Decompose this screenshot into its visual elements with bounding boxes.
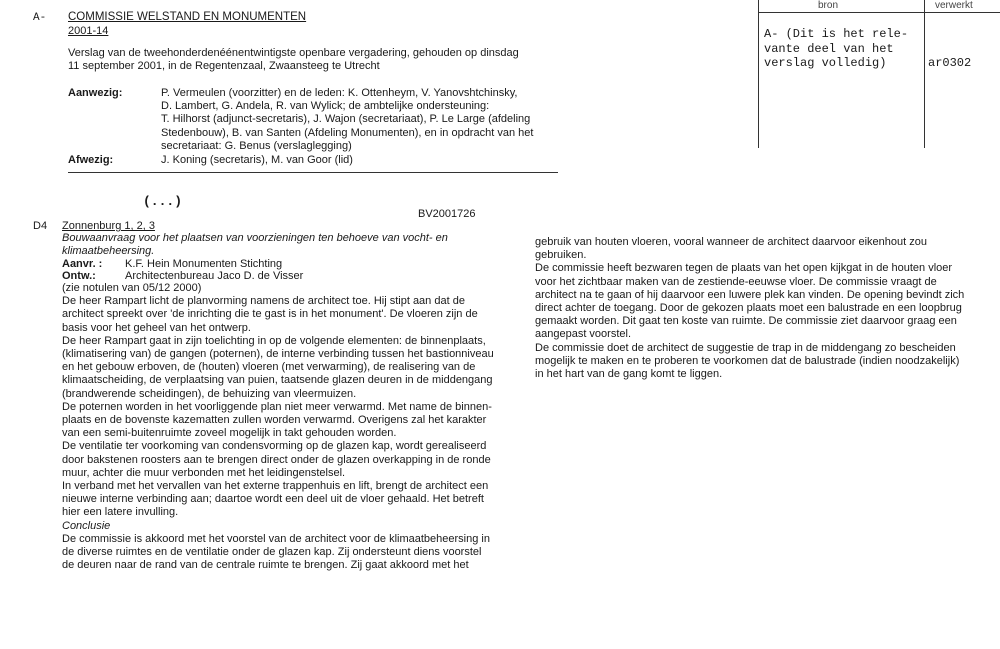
body-line: basis voor het geheel van het ontwerp. xyxy=(62,321,251,334)
present-line: D. Lambert, G. Andela, R. van Wylick; de ambtelijke ondersteuning: xyxy=(161,100,490,113)
body-line: voor het zichtbaar maken van de zestiende-eeuwse vloer. De commissie vraagt de xyxy=(535,275,937,288)
right-column-body xyxy=(535,236,964,381)
body-line: De heer Rampart licht de planvorming namens de architect toe. Hij stipt aan dat de xyxy=(62,295,465,308)
present-line: P. Vermeulen (voorzitter) en de leden: K. Ottenheym, V. Yanovshtchinsky, xyxy=(161,87,518,99)
applicant-label: Aanvr. : xyxy=(62,258,103,270)
item-code: D4 xyxy=(33,220,48,232)
conclusion-line: de diverse ruimtes en de ventilatie onder de glazen kap. Zij ondersteunt diens voorstel xyxy=(62,546,482,559)
conclusion-line: de deuren naar de rand van de centrale ruimte te brengen. Zij gaat akkoord met het xyxy=(62,559,469,572)
body-line: muur, achter die muur verbonden met het leidingenstelsel. xyxy=(62,466,346,479)
table-reference: ar0302 xyxy=(928,56,972,70)
meeting-intro xyxy=(68,47,519,73)
body-line: mogelijk te maken en te proberen te voorkomen dat de balustrade (indien noodzakelijk) xyxy=(535,354,960,367)
body-line: aangepast voorstel. xyxy=(535,328,632,341)
absent-list: J. Koning (secretaris), M. van Goor (lid) xyxy=(161,154,353,166)
item-subtitle xyxy=(62,232,448,258)
present-line: Stedenbouw), B. van Santen (Afdeling Monumenten), en in opdracht van het xyxy=(161,126,534,139)
table-note xyxy=(764,27,908,71)
left-column-body xyxy=(62,282,494,572)
body-line: De poternen worden in het voorliggende plan niet meer verwarmd. Met name de binnen- xyxy=(62,400,492,413)
body-line: In verband met het vervallen van het externe trappenhuis en lift, brengt de architect een xyxy=(62,480,489,493)
body-line: gebruik van houten vloeren, vooral wanneer de architect daarvoor eikenhout zou xyxy=(535,236,927,248)
body-line: nieuwe interne verbinding aan; daartoe wordt een deel uit de vloer gehaald. Het betreft xyxy=(62,493,484,506)
body-line: (brandwerende scheidingen), de behuizing van vleermuizen. xyxy=(62,387,357,400)
subtitle-line: klimaatbeheersing. xyxy=(62,245,155,258)
body-line: (zie notulen van 05/12 2000) xyxy=(62,282,202,294)
body-line: De commissie doet de architect de suggestie de trap in de middengang zo bescheiden xyxy=(535,341,956,354)
applicant-value: K.F. Hein Monumenten Stichting xyxy=(125,258,283,270)
body-line: De heer Rampart gaat in zijn toelichting in op de volgende elementen: de binnenplaats, xyxy=(62,334,486,347)
body-line: in het hart van de gang komt te liggen. xyxy=(535,368,723,381)
bv-number: BV2001726 xyxy=(418,208,476,220)
intro-line: 11 september 2001, in de Regentenzaal, Zwaansteeg te Utrecht xyxy=(68,60,380,73)
body-line: architect spreekt over 'de inrichting die te gast is in het monument'. De vloeren zijn de xyxy=(62,308,478,321)
note-line: vante deel van het xyxy=(764,41,894,56)
present-line: secretariaat: G. Benus (verslaglegging) xyxy=(161,139,352,152)
conclusion-line: De commissie is akkoord met het voorstel van de architect voor de klimaatbeheersing in xyxy=(62,532,490,545)
body-line: De ventilatie ter voorkoming van condensvorming op de glazen kap, wordt gerealiseerd xyxy=(62,440,487,453)
header-divider xyxy=(68,172,558,173)
body-line: (klimatisering van) de gangen (poternen), de interne verbinding tussen het bastionniveau xyxy=(62,348,494,361)
table-column-divider xyxy=(924,0,925,148)
conclusion-heading: Conclusie xyxy=(62,519,111,532)
absent-label: Afwezig: xyxy=(68,154,114,166)
present-list xyxy=(161,87,533,153)
body-line: architect na te gaan of hij daarvoor een luwere plek kan vinden. De opening bevindt zich xyxy=(535,288,965,301)
document-number: 2001-14 xyxy=(68,25,109,37)
body-line: door bakstenen roosters aan te brengen direct onder de glazen overkapping in de ronde xyxy=(62,453,491,466)
note-line: A- (Dit is het rele- xyxy=(764,27,909,41)
body-line: gebruiken. xyxy=(535,249,587,262)
section-marker: A- xyxy=(33,12,47,24)
item-title: Zonnenburg 1, 2, 3 xyxy=(62,220,155,232)
table-header-line xyxy=(758,12,1000,13)
intro-line: Verslag van de tweehonderdenéénentwintigste openbare vergadering, gehouden op dinsdag xyxy=(68,47,519,59)
designer-label: Ontw.: xyxy=(62,270,96,282)
designer-value: Architectenbureau Jaco D. de Visser xyxy=(125,270,304,282)
body-line: De commissie heeft bezwaren tegen de plaats van het open kijkgat in de houten vloer xyxy=(535,262,953,275)
table-col-verwerkt: verwerkt xyxy=(935,0,973,11)
body-line: direct achter de toegang. Door de gekozen plaats moet een balustrade en een loopbrug xyxy=(535,302,962,315)
document-title: COMMISSIE WELSTAND EN MONUMENTEN xyxy=(68,11,307,23)
table-col-bron: bron xyxy=(818,0,839,11)
present-label: Aanwezig: xyxy=(68,87,123,99)
present-line: T. Hilhorst (adjunct-secretaris), J. Wajon (secretariaat), P. Le Large (afdeling xyxy=(161,113,531,126)
body-line: klimaatscheiding, de verplaatsing van puien, taatsende glazen deuren in de middengang xyxy=(62,374,493,387)
body-line: hier een latere invulling. xyxy=(62,506,179,519)
body-line: en het gebouw erboven, de (houten) vloeren (met verwarming), de realisering van de xyxy=(62,361,476,374)
note-line: verslag volledig) xyxy=(764,56,887,70)
omission-marker: (...) xyxy=(143,194,183,209)
table-left-border xyxy=(758,0,759,148)
body-line: gemaakt worden. Dit gaat ten koste van ruimte. De commissie ziet daarvoor graag een xyxy=(535,315,957,328)
subtitle-line: Bouwaanvraag voor het plaatsen van voorzieningen ten behoeve van vocht- en xyxy=(62,232,448,244)
body-line: plaats en de bovenste kazematten zullen worden verwarmd. Overigens zal het karakter xyxy=(62,414,487,427)
body-line: van een semi-buitenruimte zoveel mogelijk in takt gehouden worden. xyxy=(62,427,397,440)
